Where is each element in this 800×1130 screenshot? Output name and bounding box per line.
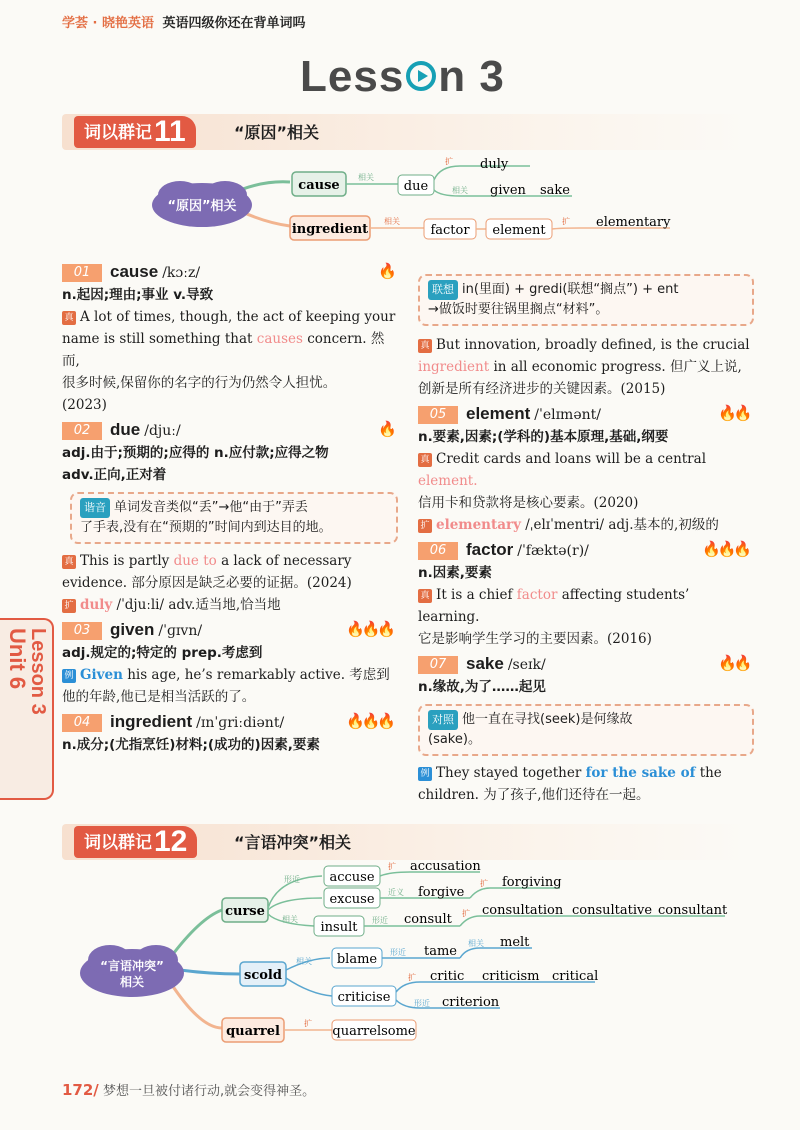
example — [418, 584, 754, 628]
edge-label: 相关 — [468, 939, 484, 948]
extension-icon: 扩 — [62, 599, 76, 613]
note-tag: 对照 — [428, 710, 458, 730]
entry-factor — [418, 540, 754, 650]
note-text: →做饭时要往锅里搁点“材料”。 — [428, 302, 609, 317]
book-title: 英语四级你还在背单词吗 — [162, 16, 306, 31]
note-text: in(里面) + gredi(联想“搁点”) + ent — [462, 282, 679, 297]
example — [62, 664, 398, 686]
phonetic: /ˈɡɪvn/ — [158, 623, 203, 639]
extension-word: elementary — [436, 517, 521, 533]
example-text: They stayed together — [436, 765, 582, 781]
word-forgiving: forgiving — [502, 875, 562, 890]
example — [418, 334, 754, 356]
mnemonic-note — [418, 274, 754, 326]
group-subtitle: “言语冲突”相关 — [234, 833, 352, 852]
mindmap-center-label: 相关 — [119, 975, 145, 989]
example-translation: 他的年龄,他已是相当活跃的了。 — [62, 689, 256, 705]
group-banner-11 — [62, 114, 752, 150]
example-icon: 真 — [418, 339, 432, 353]
node-factor-label: factor — [430, 223, 470, 238]
mindmap-center-label: “原因”相关 — [167, 199, 237, 214]
unit-side-tab — [0, 618, 54, 800]
note-text: 他一直在寻找(seek)是何缘故 — [462, 712, 633, 727]
page-number: 172/ — [62, 1081, 99, 1099]
example-icon: 例 — [62, 669, 76, 683]
entry-due — [62, 420, 398, 616]
word-consult: consult — [404, 912, 452, 927]
group-number: 12 — [154, 825, 188, 858]
note-text: 单词发音类似“丢”→他“由于”弄丢 — [114, 500, 308, 515]
definition: adj.基本的,初级的 — [608, 517, 719, 533]
edge-label: 相关 — [384, 217, 400, 226]
phonetic: /ˈelɪmənt/ — [534, 407, 601, 423]
highlight-word: causes — [256, 331, 303, 347]
highlight-word: ingredient — [418, 359, 490, 375]
example-year: (2023) — [62, 397, 107, 413]
example-translation: children. 为了孩子,他们还待在一起。 — [418, 787, 650, 803]
edge-label: 相关 — [282, 915, 298, 924]
edge-label: 扩 — [462, 909, 470, 918]
group-banner-12 — [62, 824, 752, 860]
group-subtitle: “原因”相关 — [234, 123, 320, 142]
entry-number: 05 — [418, 406, 458, 424]
example-text: a lack of necessary — [221, 553, 352, 569]
headword: given — [110, 620, 155, 639]
headword: cause — [110, 262, 159, 281]
headword: sake — [466, 654, 504, 673]
word-consultative: consultative — [572, 903, 653, 918]
example-text: This is partly — [80, 553, 170, 569]
node-insult-label: insult — [320, 920, 358, 935]
example-icon: 真 — [62, 555, 76, 569]
entry-number: 06 — [418, 542, 458, 560]
phonetic: /ˈdjuːli/ — [116, 597, 165, 613]
node-quarrel-label: quarrel — [226, 1024, 280, 1039]
edge-label: 形近 — [284, 875, 300, 884]
definition: n.因素,要素 — [418, 565, 492, 581]
entry-head — [62, 420, 398, 442]
edge-label: 相关 — [296, 957, 312, 966]
entry-given — [62, 620, 398, 708]
edge-label: 扩 — [445, 157, 453, 166]
word-criticism: criticism — [482, 969, 540, 984]
flame-icon: 🔥🔥🔥 — [346, 620, 394, 638]
word-sake: sake — [540, 183, 570, 198]
left-column — [62, 262, 398, 756]
phonetic: /seɪk/ — [507, 657, 546, 673]
entry-head — [62, 712, 398, 734]
extension — [62, 594, 398, 616]
entry-ingredient — [62, 712, 398, 756]
brand-label: 学荟 · 晓艳英语 — [62, 16, 154, 31]
flame-icon: 🔥 — [378, 262, 394, 280]
right-column — [418, 274, 754, 806]
edge-label: 扩 — [304, 1019, 312, 1028]
side-lesson-label: Lesson 3 — [27, 628, 49, 715]
edge-label: 相关 — [358, 173, 374, 182]
lesson-title-part: Less — [300, 52, 405, 101]
mindmap-center-label: “言语冲突” — [100, 959, 164, 973]
edge-label: 近义 — [388, 888, 404, 897]
entry-head — [418, 540, 754, 562]
edge-label: 形近 — [390, 948, 406, 957]
example-translation: 很多时候,保留你的名字的行为仍然令人担忧。 — [62, 375, 337, 391]
example-translation: 信用卡和贷款将是核心要素。(2020) — [418, 495, 639, 511]
highlight-word: Given — [80, 667, 123, 683]
definition: n.缘故,为了……起见 — [418, 679, 546, 695]
example-text: his age, he’s remarkably active. 考虑到 — [127, 667, 390, 683]
running-header — [62, 12, 306, 31]
word-critical: critical — [552, 969, 599, 984]
group-number: 11 — [154, 115, 186, 148]
definition: adv.正向,正对着 — [62, 467, 167, 483]
node-ingredient-label: ingredient — [291, 222, 369, 237]
example-icon: 例 — [418, 767, 432, 781]
example-text: the — [699, 765, 722, 781]
flame-icon: 🔥 — [378, 420, 394, 438]
phonetic: /djuː/ — [144, 423, 181, 439]
mindmap-verbal-conflict — [70, 858, 750, 1058]
node-excuse-label: excuse — [329, 892, 375, 907]
example-icon: 真 — [62, 311, 76, 325]
edge-label: 形近 — [372, 916, 388, 925]
entry-head — [418, 404, 754, 426]
edge-label: 形近 — [414, 999, 430, 1008]
flame-icon: 🔥🔥 — [718, 654, 750, 672]
page-footer — [62, 1080, 315, 1099]
word-elementary: elementary — [596, 215, 671, 230]
flame-icon: 🔥🔥🔥 — [702, 540, 750, 558]
node-criticise-label: criticise — [337, 990, 391, 1005]
example-text: Credit cards and loans will be a central — [436, 451, 707, 467]
phonetic: /kɔːz/ — [162, 265, 201, 281]
word-criterion: criterion — [442, 995, 500, 1010]
example — [418, 356, 754, 378]
word-forgive: forgive — [418, 885, 465, 900]
highlight-word: for the sake of — [585, 765, 696, 781]
example-icon: 真 — [418, 589, 432, 603]
word-tame: tame — [424, 944, 457, 959]
play-icon[interactable] — [406, 61, 436, 91]
headword: element — [466, 404, 531, 423]
node-blame-label: blame — [336, 952, 378, 967]
word-duly: duly — [480, 157, 509, 172]
definition: n.起因;理由;事业 v.导致 — [62, 287, 214, 303]
note-tag: 谐音 — [80, 498, 110, 518]
node-accuse-label: accuse — [329, 870, 375, 885]
definition: adj.由于;预期的;应得的 n.应付款;应得之物 — [62, 445, 329, 461]
mindmap-cause — [140, 150, 740, 250]
headword: due — [110, 420, 141, 439]
example — [62, 306, 398, 328]
highlight-word: factor — [516, 587, 558, 603]
entry-sake — [418, 654, 754, 806]
example-text: concern. 然而, — [62, 331, 385, 369]
entry-head — [418, 654, 754, 676]
example-translation: evidence. 部分原因是缺乏必要的证据。(2024) — [62, 575, 352, 591]
extension-word: duly — [80, 597, 113, 613]
edge-label: 相关 — [452, 186, 468, 195]
entry-cause — [62, 262, 398, 416]
node-element-label: element — [492, 223, 546, 238]
highlight-word: element. — [418, 473, 478, 489]
word-consultant: consultant — [658, 903, 728, 918]
example-translation: 它是影响学生学习的主要因素。(2016) — [418, 631, 652, 647]
edge-label: 扩 — [480, 879, 488, 888]
entry-head — [62, 262, 398, 284]
example-text: affecting students’ learning. — [418, 587, 690, 625]
mnemonic-note — [418, 704, 754, 756]
example-text: in all economic progress. 但广义上说, — [493, 359, 742, 375]
edge-label: 扩 — [562, 217, 570, 226]
example-translation: 创新是所有经济进步的关键因素。(2015) — [418, 381, 666, 397]
node-quarrelsome-label: quarrelsome — [332, 1024, 416, 1039]
entry-number: 07 — [418, 656, 458, 674]
definition: n.成分;(尤指烹饪)材料;(成功的)因素,要素 — [62, 737, 320, 753]
word-melt: melt — [500, 935, 530, 950]
group-tag-label: 词以群记 — [84, 833, 152, 853]
entry-number: 01 — [62, 264, 102, 282]
group-tag-label: 词以群记 — [84, 123, 152, 143]
flame-icon: 🔥🔥 — [718, 404, 750, 422]
headword: ingredient — [110, 712, 193, 731]
entry-number: 02 — [62, 422, 102, 440]
definition: n.要素,因素;(学科的)基本原理,基础,纲要 — [418, 429, 669, 445]
extension-icon: 扩 — [418, 519, 432, 533]
definition: adj.规定的;特定的 prep.考虑到 — [62, 645, 263, 661]
entry-element — [418, 404, 754, 536]
node-curse-label: curse — [225, 904, 265, 919]
example — [62, 550, 398, 572]
example — [418, 762, 754, 784]
footer-motto: 梦想一旦被付诸行动,就会变得神圣。 — [102, 1084, 316, 1099]
example-text: name is still something that — [62, 331, 253, 347]
lesson-title — [300, 52, 505, 102]
group-tag — [74, 826, 197, 858]
extension — [418, 514, 754, 536]
node-scold-label: scold — [244, 968, 282, 983]
phonetic: /ˈfæktə(r)/ — [517, 543, 589, 559]
phonetic: /ɪnˈɡriːdiənt/ — [196, 715, 285, 731]
side-unit-label: Unit 6 — [5, 628, 30, 690]
example — [418, 448, 754, 492]
word-critic: critic — [430, 969, 465, 984]
node-due-label: due — [403, 179, 429, 194]
headword: factor — [466, 540, 514, 559]
example-text: It is a chief — [436, 587, 513, 603]
phonetic: /ˌelɪˈmentri/ — [525, 517, 605, 533]
note-text: (sake)。 — [428, 732, 481, 747]
highlight-word: due to — [173, 553, 217, 569]
entry-head — [62, 620, 398, 642]
word-accusation: accusation — [410, 859, 481, 874]
definition: adv.适当地,恰当地 — [168, 597, 281, 613]
example — [62, 328, 398, 372]
entry-number: 04 — [62, 714, 102, 732]
flame-icon: 🔥🔥🔥 — [346, 712, 394, 730]
word-given: given — [490, 183, 526, 198]
note-text: 了手表,没有在“预期的”时间内到达目的地。 — [80, 520, 332, 535]
group-tag — [74, 116, 196, 148]
entry-number: 03 — [62, 622, 102, 640]
edge-label: 扩 — [388, 862, 396, 871]
example-icon: 真 — [418, 453, 432, 467]
example-text: But innovation, broadly defined, is the crucial — [436, 337, 750, 353]
node-cause-label: cause — [298, 178, 340, 193]
edge-label: 扩 — [408, 973, 416, 982]
lesson-title-part: n 3 — [438, 52, 505, 101]
note-tag: 联想 — [428, 280, 458, 300]
example-text: A lot of times, though, the act of keeping your — [80, 309, 396, 325]
word-consultation: consultation — [482, 903, 564, 918]
mnemonic-note — [70, 492, 398, 544]
